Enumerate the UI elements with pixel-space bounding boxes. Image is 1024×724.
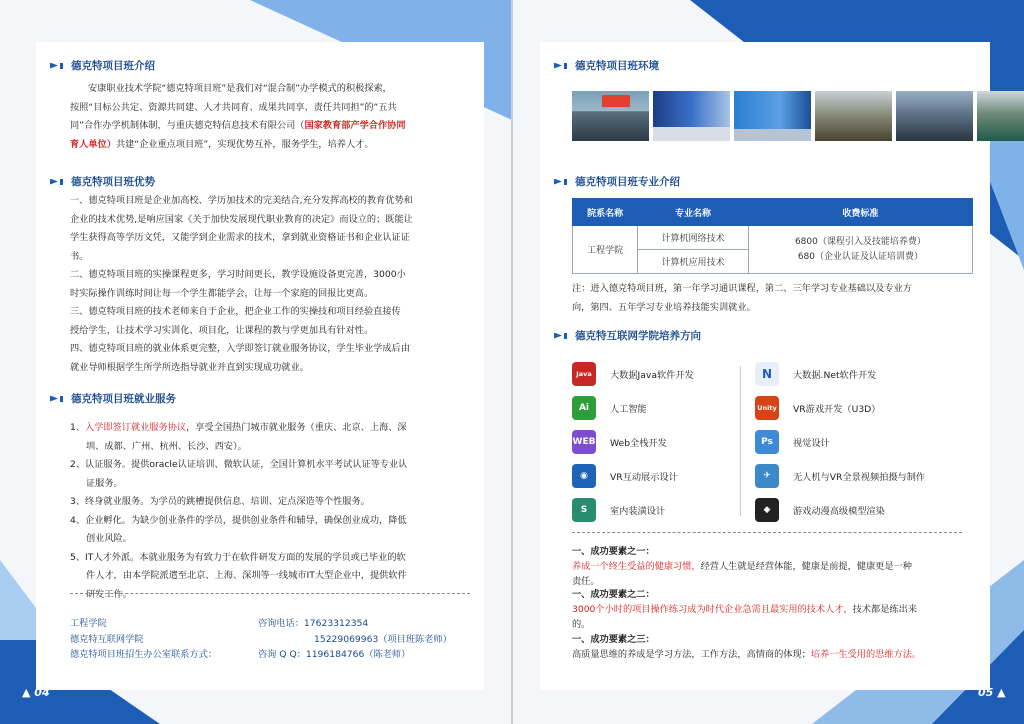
direction-label: 无人机与VR全景视频拍摄与制作 [793,472,926,483]
classroom-photo-1 [572,91,649,141]
arrow-bullet-icon [50,63,58,69]
right-direction-item [755,430,830,454]
arrow-bullet-icon [554,63,562,69]
success-factor-3: 一、成功要素之三： 高质量思维的养成是学习方法，工作方法，高情商的体现；培养一生受用的思维方法。 [572,634,922,660]
contact-left: 工程学院 德克特互联网学院 德克特项目班招生办公室联系方式： [70,618,217,660]
right-direction-item [755,498,885,522]
direction-label: 室内装潢设计 [610,506,666,517]
directions-heading: 德克特互联网学院培养方向 [554,328,701,343]
unity-icon: Unity [755,396,779,420]
vr-eye-icon: ◉ [572,464,596,488]
majors-note: 注：进入德克特项目班，第一年学习通识课程，第二、三年学习专业基础以及专业方 向，第四、五年学习专业培养技能实训就业。 [572,283,912,313]
advantage-paragraph: 一、德克特项目班是企业加高校、学历加技术的完美结合,充分发挥高校的教育优势和 企业的技术优势,是响应国家《关于加快发展现代职业教育的决定》而设立的；既能让 学生获得高等学历文凭，又能学到企业需求的技术，拿到就业资格证书和企业认证证 书。 二、德克特项目班的实操课程更多，学习时间更长，教学设施设备更完善，3000小 时实际操作训练时间让每一个学生都能学会，让每一个家庭的回报比更高。 三、德克特项目班的技术老师来自于企业，把企业工作的实操技和项目经验直接传 授给学生，让技术学习实训化、项目化，让课程的教与学更加具有针对性。 四、德克特项目班的就业体系更完整，入学即签订就业服务协议，学生毕业学成后由 就业导师根据学生所学所选指导就业并直到实现成功就业。 [70,195,413,373]
left-direction-item [572,498,665,522]
direction-label: 大数据.Net软件开发 [793,370,877,381]
table-row [573,226,973,250]
contact-right: 咨询电话：17623312354 15229069963（项目班陈老师） 咨询 Q Q：1196184766（陈老师） [258,618,452,660]
page-number-right: 05 ▲ [978,686,1006,699]
page-divider [511,0,513,724]
table-header: 专业名称 [638,199,749,226]
drone-icon: ✈ [755,464,779,488]
arrow-bullet-icon [50,396,58,402]
direction-label: Web全栈开发 [610,438,667,449]
direction-label: 游戏动漫高级模型渲染 [793,506,885,517]
table-header-row [573,199,973,226]
classroom-photo-3 [734,91,811,141]
intro-heading: 德克特项目班介绍 [50,58,155,73]
ai-icon: Ai [572,396,596,420]
table-header: 院系名称 [573,199,638,226]
dept-cell: 工程学院 [573,226,638,274]
table-header: 收费标准 [748,199,972,226]
arrow-bullet-icon [554,333,562,339]
success-factor-1: 一、成功要素之一： 养成一个终生受益的健康习惯，经营人生就是经营体能，健康是前提，健康更是一种 责任。 [572,546,912,587]
employment-heading: 德克特项目班就业服务 [50,391,176,406]
success-factor-2: 一、成功要素之二： 3000个小时的项目操作练习成为时代企业急需且最实用的技术人才，技术都是练出来 的。 [572,589,917,630]
classroom-photo-4 [815,91,892,141]
arrow-bullet-icon [50,179,58,185]
page-number-left: ▲ 04 [22,686,50,699]
environment-photos [572,91,1024,141]
fee-table [572,198,973,274]
major-cell: 计算机网络技术 [638,226,749,250]
java-icon: Java [572,362,596,386]
classroom-photo-2 [653,91,730,141]
right-direction-item [755,464,925,488]
intro-paragraph: 安康职业技术学院“德克特项目班”是我们对“混合制”办学模式的积极探索， 按照“目标公共定、资源共同建、人才共同育、成果共同享、责任共同担”的“五共 同”合作办学机制体制，与重庆德克特信息技术有限公司（国家教育部产学合作协同 育人单位）共建“企业重点项目班”，实现优势互补，服务学生，培养人才。 [70,83,406,150]
left-direction-item [572,362,694,386]
classroom-photo-6 [977,91,1024,141]
directions-divider [740,366,741,516]
left-direction-item [572,396,647,420]
major-cell: 计算机应用技术 [638,250,749,274]
direction-label: 视觉设计 [793,438,830,449]
employment-list: 1、入学即签订就业服务协议，享受全国热门城市就业服务（重庆、北京、上海、深 圳、成都、广州、杭州、长沙、西安）。 2、认证服务。提供oracle认证培训、微软认证，全国计算机水平考试认证等专业认 证服务。 3、终身就业服务。为学员的跳槽提供信息、培训、定点深造等个性服务。 4、企业孵化。为缺少创业条件的学员，提供创业条件和辅导，确保创业成功，降低 创业风险。 5、IT人才外派。本就业服务为有致力于在软件研发方面的发展的学员或已毕业的软 件人才，由本学院派遣至北京、上海、深圳等一线城市IT大型企业中，提供软件 研发工作。 [70,422,408,600]
arrow-bullet-icon [554,179,562,185]
divider [572,532,962,533]
direction-label: 大数据Java软件开发 [610,370,694,381]
classroom-photo-5 [896,91,973,141]
direction-label: VR互动展示设计 [610,472,678,483]
left-direction-item [572,464,678,488]
right-direction-item [755,396,880,420]
photoshop-icon: Ps [755,430,779,454]
majors-heading: 德克特项目班专业介绍 [554,174,680,189]
dotnet-icon: N [755,362,779,386]
advantage-heading: 德克特项目班优势 [50,174,155,189]
env-heading: 德克特项目班环境 [554,58,659,73]
web-icon: WEB [572,430,596,454]
render-icon: ◆ [755,498,779,522]
direction-label: VR游戏开发（U3D） [793,404,881,415]
left-direction-item [572,430,667,454]
3d-cube-icon: S [572,498,596,522]
divider [70,593,470,594]
fee-cell: 6800（课程引入及技能培养费） 680（企业认证及认证培训费） [748,226,972,274]
direction-label: 人工智能 [610,404,647,415]
right-direction-item [755,362,876,386]
